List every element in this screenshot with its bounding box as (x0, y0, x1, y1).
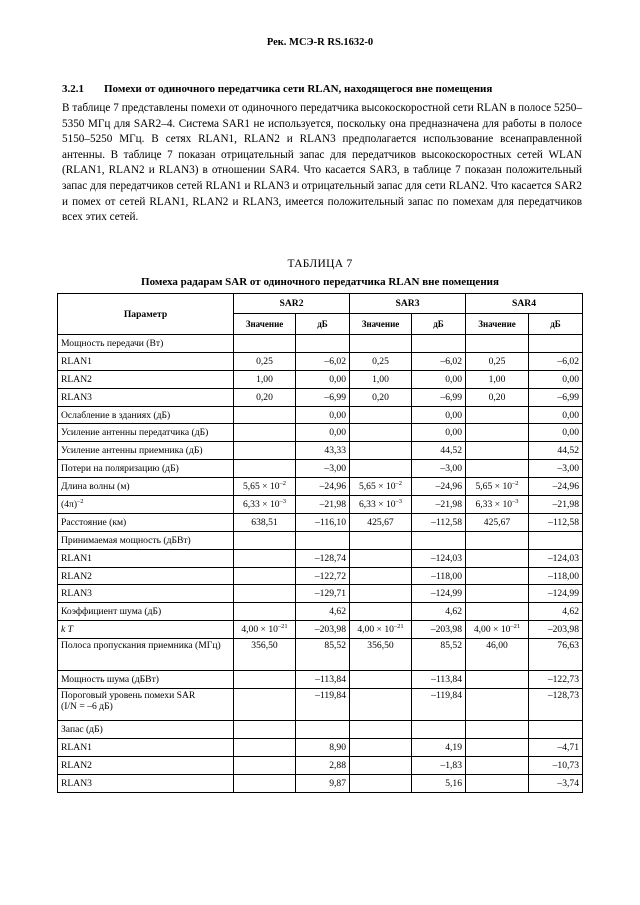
cell-db: –128,74 (296, 549, 350, 567)
cell-db: 85,52 (296, 639, 350, 671)
cell-db: –118,00 (529, 567, 583, 585)
cell-db: –203,98 (296, 621, 350, 639)
cell-value: $4,00 \times 10^{-21}$ (234, 621, 296, 639)
cell-db: –119,84 (296, 689, 350, 721)
table-row (58, 671, 583, 689)
cell-db: –3,00 (412, 460, 466, 478)
header-value: Значение (466, 314, 529, 335)
cell-value (350, 585, 412, 603)
cell-db: 0,00 (412, 370, 466, 388)
cell-db: –124,03 (529, 549, 583, 567)
cell-value (234, 531, 296, 549)
cell-value (350, 460, 412, 478)
cell-db: –21,98 (412, 496, 466, 514)
cell-value (466, 424, 529, 442)
cell-value (466, 531, 529, 549)
row-label: $(4\pi)^{-2}$ (58, 496, 234, 514)
cell-db: –128,73 (529, 689, 583, 721)
cell-db: 0,00 (412, 424, 466, 442)
cell-value (234, 738, 296, 756)
cell-db: 4,62 (529, 603, 583, 621)
row-label: Усиление антенны приемника (дБ) (58, 442, 234, 460)
row-label: RLAN3 (58, 774, 234, 792)
table-row (58, 603, 583, 621)
cell-value: $5,65 \times 10^{-2}$ (234, 478, 296, 496)
header-parameter: Параметр (58, 294, 234, 335)
cell-db: –24,96 (412, 478, 466, 496)
header-db: дБ (529, 314, 583, 335)
cell-db: –113,84 (296, 671, 350, 689)
table-row (58, 496, 583, 514)
row-label: RLAN1 (58, 549, 234, 567)
cell-db: –112,58 (529, 513, 583, 531)
cell-db: –24,96 (529, 478, 583, 496)
cell-db (412, 721, 466, 739)
cell-value (234, 603, 296, 621)
cell-value (466, 406, 529, 424)
cell-db: –124,99 (412, 585, 466, 603)
cell-db (412, 531, 466, 549)
cell-db: 0,00 (296, 406, 350, 424)
cell-value: 425,67 (350, 513, 412, 531)
cell-db: –203,98 (412, 621, 466, 639)
cell-db: –119,84 (412, 689, 466, 721)
cell-value: 0,25 (466, 352, 529, 370)
cell-db: –21,98 (529, 496, 583, 514)
cell-value (234, 442, 296, 460)
cell-value (466, 585, 529, 603)
row-label: Мощность шума (дБВт) (58, 671, 234, 689)
page-header: Рек. МСЭ-R RS.1632-0 (266, 37, 374, 48)
cell-value: $5,65 \times 10^{-2}$ (466, 478, 529, 496)
row-label: RLAN3 (58, 388, 234, 406)
header-sar3: SAR3 (350, 294, 466, 314)
header-value: Значение (234, 314, 296, 335)
table-body (58, 335, 583, 793)
header-db: дБ (412, 314, 466, 335)
cell-value (234, 460, 296, 478)
cell-value: 356,50 (234, 639, 296, 671)
cell-db: 2,88 (296, 756, 350, 774)
cell-value: 356,50 (350, 639, 412, 671)
table-row (58, 585, 583, 603)
interference-table (57, 293, 583, 793)
section-title: Помехи от одиночного передатчика сети RLAN, находящегося вне помещения (104, 83, 493, 95)
cell-db: 0,00 (529, 406, 583, 424)
cell-value: $6,33 \times 10^{-3}$ (466, 496, 529, 514)
cell-db: –6,99 (296, 388, 350, 406)
section-number: 3.2.1 (62, 83, 84, 95)
table-row (58, 388, 583, 406)
cell-value: 1,00 (234, 370, 296, 388)
cell-db: 9,87 (296, 774, 350, 792)
cell-value: 0,25 (234, 352, 296, 370)
row-label: RLAN2 (58, 756, 234, 774)
cell-db: 4,62 (412, 603, 466, 621)
table-row (58, 621, 583, 639)
row-label: Длина волны (м) (58, 478, 234, 496)
table-row (58, 335, 583, 353)
cell-value (466, 689, 529, 721)
table-row (58, 352, 583, 370)
cell-db (412, 335, 466, 353)
row-label: Коэффициент шума (дБ) (58, 603, 234, 621)
cell-value (466, 738, 529, 756)
cell-db: –6,99 (529, 388, 583, 406)
cell-value (350, 738, 412, 756)
header-sar4: SAR4 (466, 294, 583, 314)
cell-value: 1,00 (350, 370, 412, 388)
cell-value (466, 335, 529, 353)
cell-value (234, 424, 296, 442)
row-label: Запас (дБ) (58, 721, 234, 739)
cell-value (466, 567, 529, 585)
row-label: Усиление антенны передатчика (дБ) (58, 424, 234, 442)
row-label: Мощность передачи (Вт) (58, 335, 234, 353)
cell-value (350, 567, 412, 585)
cell-db: –3,74 (529, 774, 583, 792)
table-title: Помеха радарам SAR от одиночного передатчика RLAN вне помещения (141, 276, 499, 288)
table-row (58, 738, 583, 756)
table-row (58, 478, 583, 496)
cell-value (350, 335, 412, 353)
cell-value (350, 671, 412, 689)
cell-db: –6,99 (412, 388, 466, 406)
cell-value (466, 603, 529, 621)
cell-db: –122,72 (296, 567, 350, 585)
header-value: Значение (350, 314, 412, 335)
cell-value: $4,00 \times 10^{-21}$ (350, 621, 412, 639)
table-row (58, 442, 583, 460)
cell-value: 0,20 (466, 388, 529, 406)
table-row (58, 424, 583, 442)
table-row (58, 721, 583, 739)
cell-value: 46,00 (466, 639, 529, 671)
cell-db: 5,16 (412, 774, 466, 792)
cell-db: –3,00 (296, 460, 350, 478)
cell-value (234, 671, 296, 689)
cell-db: –4,71 (529, 738, 583, 756)
cell-value: 1,00 (466, 370, 529, 388)
table-row (58, 531, 583, 549)
table-row (58, 406, 583, 424)
table-number: ТАБЛИЦА 7 (287, 258, 353, 270)
cell-db: 4,19 (412, 738, 466, 756)
row-label: Потери на поляризацию (дБ) (58, 460, 234, 478)
cell-db: –3,00 (529, 460, 583, 478)
cell-db: –24,96 (296, 478, 350, 496)
cell-db: –10,73 (529, 756, 583, 774)
cell-value (234, 406, 296, 424)
cell-value (350, 549, 412, 567)
row-label: Ослабление в зданиях (дБ) (58, 406, 234, 424)
cell-db (529, 335, 583, 353)
table-row (58, 460, 583, 478)
row-label: RLAN2 (58, 370, 234, 388)
row-label: Полоса пропускания приемника (МГц) (58, 639, 234, 671)
cell-db: 43,33 (296, 442, 350, 460)
row-label: RLAN3 (58, 585, 234, 603)
cell-db (529, 531, 583, 549)
table-row (58, 513, 583, 531)
header-db: дБ (296, 314, 350, 335)
row-label: RLAN1 (58, 738, 234, 756)
header-sar2: SAR2 (234, 294, 350, 314)
cell-db: –129,71 (296, 585, 350, 603)
cell-value (350, 603, 412, 621)
section-heading (62, 83, 582, 95)
cell-value (466, 671, 529, 689)
cell-db: 0,00 (529, 370, 583, 388)
cell-db: –6,02 (529, 352, 583, 370)
table-row (58, 370, 583, 388)
cell-db: –6,02 (412, 352, 466, 370)
cell-db: 4,62 (296, 603, 350, 621)
row-label: Пороговый уровень помехи SAR (I/N = –6 дБ) (58, 689, 234, 721)
cell-value: 425,67 (466, 513, 529, 531)
cell-db: –116,10 (296, 513, 350, 531)
table-row (58, 639, 583, 671)
cell-db: –122,73 (529, 671, 583, 689)
cell-value: $6,33 \times 10^{-3}$ (234, 496, 296, 514)
cell-value (234, 756, 296, 774)
threshold-note: (I/N = –6 дБ) (61, 701, 113, 713)
cell-db (296, 335, 350, 353)
table-row (58, 567, 583, 585)
row-label: RLAN2 (58, 567, 234, 585)
cell-db: 0,00 (412, 406, 466, 424)
cell-value (466, 721, 529, 739)
cell-value (350, 721, 412, 739)
cell-value (234, 721, 296, 739)
cell-value (466, 756, 529, 774)
cell-db: –118,00 (412, 567, 466, 585)
cell-value (350, 689, 412, 721)
cell-value (350, 424, 412, 442)
cell-value (466, 774, 529, 792)
cell-db (529, 721, 583, 739)
cell-value (466, 460, 529, 478)
cell-db: 0,00 (296, 424, 350, 442)
cell-db: 85,52 (412, 639, 466, 671)
cell-value (234, 689, 296, 721)
cell-value (234, 567, 296, 585)
cell-value (350, 406, 412, 424)
cell-db: –21,98 (296, 496, 350, 514)
cell-value (350, 531, 412, 549)
cell-db: –124,99 (529, 585, 583, 603)
cell-value: 0,20 (350, 388, 412, 406)
cell-db (296, 721, 350, 739)
cell-db: 8,90 (296, 738, 350, 756)
cell-value: 0,20 (234, 388, 296, 406)
cell-db: 76,63 (529, 639, 583, 671)
cell-value (350, 774, 412, 792)
cell-db: 44,52 (412, 442, 466, 460)
cell-value (466, 549, 529, 567)
row-label: Расстояние (км) (58, 513, 234, 531)
cell-db: –124,03 (412, 549, 466, 567)
cell-value (350, 442, 412, 460)
cell-db: –112,58 (412, 513, 466, 531)
cell-value: $4,00 \times 10^{-21}$ (466, 621, 529, 639)
row-label: Принимаемая мощность (дБВт) (58, 531, 234, 549)
cell-db: 0,00 (529, 424, 583, 442)
cell-db: –113,84 (412, 671, 466, 689)
cell-value (234, 585, 296, 603)
cell-db: –1,83 (412, 756, 466, 774)
row-label: RLAN1 (58, 352, 234, 370)
table-row (58, 689, 583, 721)
cell-value: 0,25 (350, 352, 412, 370)
table-row (58, 549, 583, 567)
cell-db: 0,00 (296, 370, 350, 388)
cell-db: 44,52 (529, 442, 583, 460)
body-paragraph: В таблице 7 представлены помехи от одиночного передатчика высокоскоростной сети RLAN в полосе 5250–5350 МГц для SAR2–4. Система SAR1 не используется, поскольку она предназначена для работы в полосе 5150–5250 МГц. В сетях RLAN1, RLAN2 и RLAN3 предполагается использование всенаправленной антенны. В таблице 7 показан отрицательный запас для передатчиков высокоскоростных сетей WLAN (RLAN1, RLAN2 и RLAN3) в отношении SAR4. Что касается SAR3, в таблице 7 показан положительный запас для передатчиков сетей RLAN1 и RLAN3 и отрицательный запас для сети RLAN2. Что касается SAR2 и помех от сетей RLAN1, RLAN2 и RLAN3, имеется положительный запас по помехам для передатчиков всех этих сетей. (62, 102, 582, 224)
cell-value: 638,51 (234, 513, 296, 531)
cell-db: –6,02 (296, 352, 350, 370)
cell-value (234, 335, 296, 353)
cell-value: $5,65 \times 10^{-2}$ (350, 478, 412, 496)
cell-db (296, 531, 350, 549)
cell-value (234, 774, 296, 792)
table-row (58, 756, 583, 774)
row-label: k T (58, 621, 234, 639)
table-row (58, 774, 583, 792)
cell-value (350, 756, 412, 774)
cell-db: –203,98 (529, 621, 583, 639)
cell-value: $6,33 \times 10^{-3}$ (350, 496, 412, 514)
cell-value (234, 549, 296, 567)
cell-value (466, 442, 529, 460)
